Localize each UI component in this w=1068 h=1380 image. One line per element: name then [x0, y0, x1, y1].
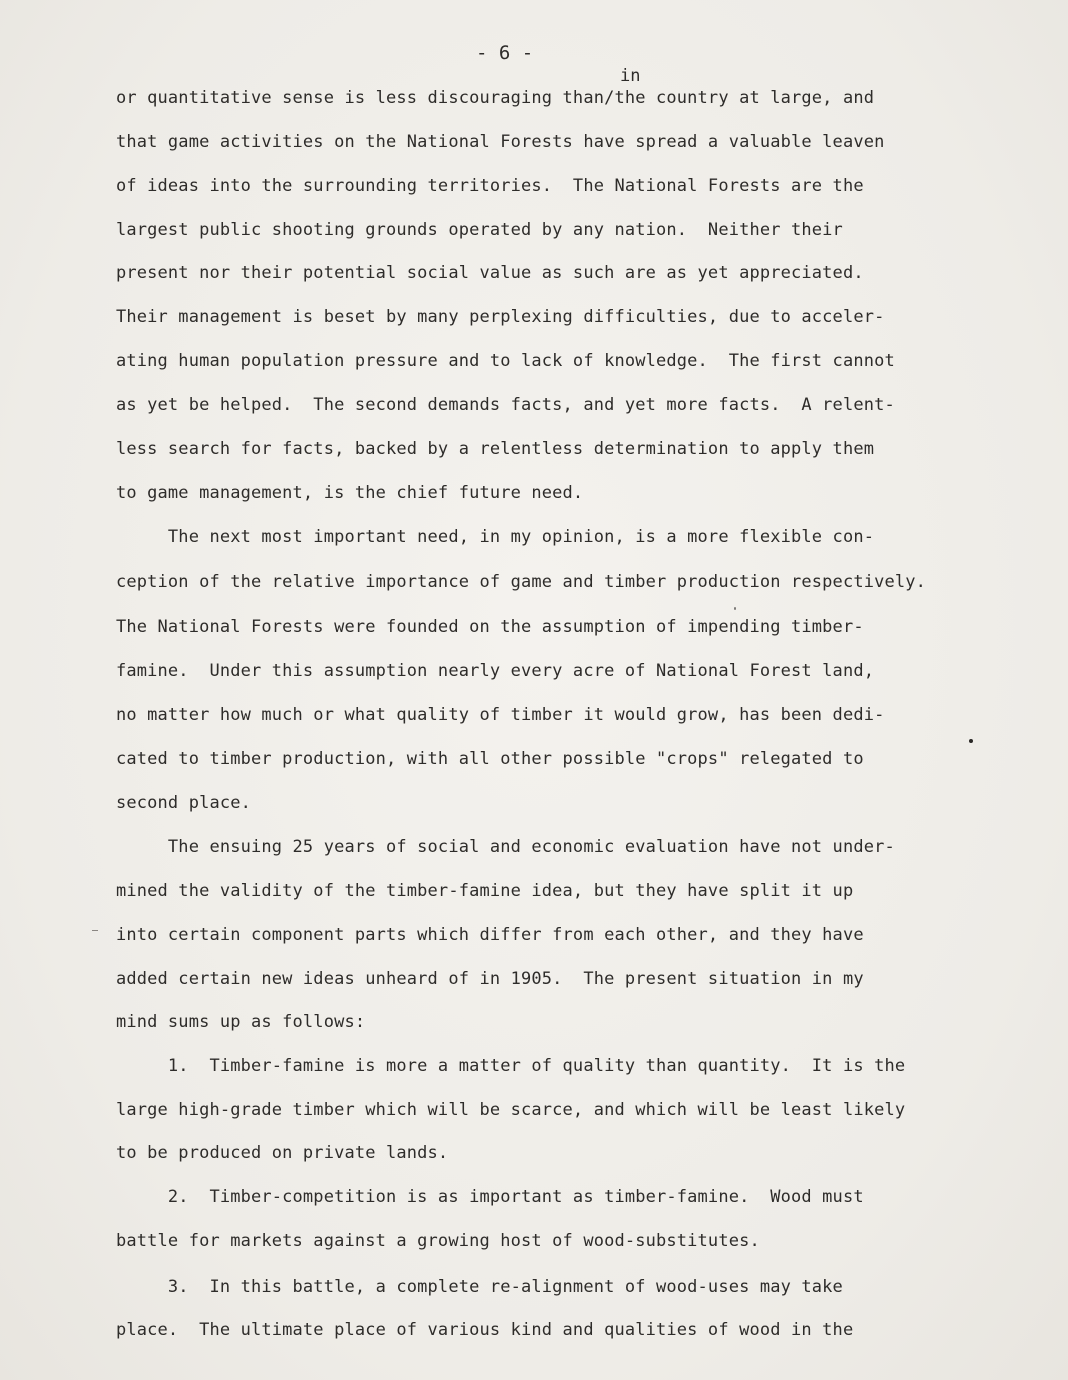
text-line: Their management is beset by many perplexing difficulties, due to acceler- [116, 307, 885, 327]
text-line: no matter how much or what quality of timber it would grow, has been dedi- [116, 705, 885, 725]
text-line: of ideas into the surrounding territories. The National Forests are the [116, 176, 864, 196]
text-line: largest public shooting grounds operated by any nation. Neither their [116, 220, 843, 240]
stray-dot [734, 607, 736, 610]
text-line: to be produced on private lands. [116, 1143, 449, 1163]
margin-tick [92, 930, 98, 931]
text-line: second place. [116, 793, 252, 813]
text-line: battle for markets against a growing host of wood-substitutes. [116, 1231, 760, 1251]
text-line: 2. Timber-competition is as important as timber-famine. Wood must [116, 1187, 864, 1207]
text-line: 1. Timber-famine is more a matter of quality than quantity. It is the [116, 1056, 906, 1076]
text-line: or quantitative sense is less discouraging than/the country at large, and [116, 88, 875, 108]
text-line: large high-grade timber which will be scarce, and which will be least likely [116, 1100, 906, 1120]
text-line: less search for facts, backed by a relentless determination to apply them [116, 439, 875, 459]
text-line: The ensuing 25 years of social and economic evaluation have not under- [116, 837, 895, 857]
text-line: mind sums up as follows: [116, 1012, 366, 1032]
text-line: that game activities on the National Forests have spread a valuable leaven [116, 132, 885, 152]
text-line: mined the validity of the timber-famine idea, but they have split it up [116, 881, 854, 901]
page-number: - 6 - [476, 42, 534, 64]
text-line: place. The ultimate place of various kind and qualities of wood in the [116, 1320, 854, 1340]
text-line: 3. In this battle, a complete re-alignment of wood-uses may take [116, 1277, 843, 1297]
margin-dot [969, 739, 973, 743]
text-line: ating human population pressure and to lack of knowledge. The first cannot [116, 351, 895, 371]
text-line: into certain component parts which differ from each other, and they have [116, 925, 864, 945]
text-line: to game management, is the chief future need. [116, 483, 584, 503]
text-line: present nor their potential social value as such are as yet appreciated. [116, 263, 864, 283]
text-line: as yet be helped. The second demands facts, and yet more facts. A relent- [116, 395, 895, 415]
text-line: added certain new ideas unheard of in 1905. The present situation in my [116, 969, 864, 989]
text-line: The next most important need, in my opinion, is a more flexible con- [116, 527, 875, 547]
text-line: famine. Under this assumption nearly every acre of National Forest land, [116, 661, 875, 681]
text-line: The National Forests were founded on the assumption of impending timber- [116, 617, 864, 637]
handwritten-insertion: in [620, 66, 641, 86]
text-line: ception of the relative importance of game and timber production respectively. [116, 572, 927, 592]
text-line: cated to timber production, with all other possible "crops" relegated to [116, 749, 864, 769]
